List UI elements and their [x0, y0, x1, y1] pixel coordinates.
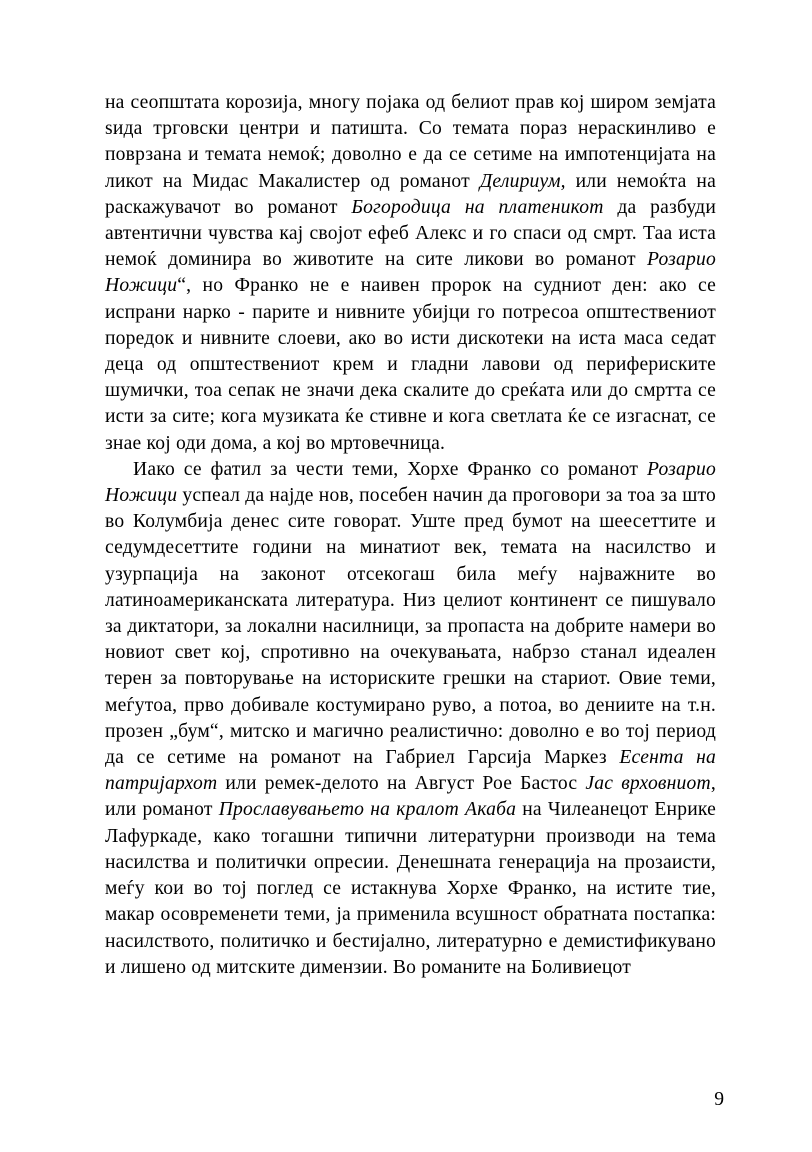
- body-text-run: на сеопштата корозија, многу појака од белиот прав кој широм земјата ѕида трговски центри и патишта. Со темата пораз нераскинливо е поврзана и темата немоќ; доволно е да се сетиме на импотенцијата на ликот на Мидас Макалистер од романот: [105, 92, 716, 192]
- title-italic: Делириум,: [479, 170, 566, 192]
- paragraph-2: [105, 457, 716, 981]
- page-text-body: [105, 90, 716, 981]
- page-number: 9: [714, 1089, 724, 1110]
- body-text-run: , или романот: [105, 773, 716, 821]
- title-italic: Розарио Ножици: [105, 458, 716, 507]
- body-text-run: успеал да најде нов, посебен начин да проговори за тоа за што во Колумбија денес сите говорат. Уште пред бумот на шеесеттите и седумдесеттите години на минатиот век, темата на насилство и узурпација на законот отсекогаш била меѓу најважните во латиноамериканската литература. Низ целиот континент се пишувало за диктатори, за локални насилници, за пропаста на добрите намери во новиот свет кој, спротивно на очекувањата, набрзо станал идеален терен за повторување на историските грешки на стариот. Овие теми, меѓутоа, прво добивале костумирано руво, а потоа, во дениите на т.н. прозен „бум“, митско и магично реалистично: доволно е во тој период да се сетиме на романот на Габриел Гарсија Маркез: [105, 485, 716, 769]
- title-italic: Розарио Ножици: [105, 249, 716, 297]
- body-text-run: на Чилеанецот Енрике Лафуркаде, како тогашни типични литературни производи на тема насилства и политички опресии. Денешната генерација на прозаисти, меѓу кои во тој поглед се истакнува Хорхе Франко, на истите тие, макар осовременети теми, ја применила всушност обратната постапка: насилството, политичко и бестијално, литературно е демистификувано и лишено од митските димензии. Во романите на Боливиецот: [105, 799, 717, 978]
- body-text-run: или немоќта на раскажувачот во романот: [105, 170, 716, 218]
- title-italic: Прославувањето на кралот Акаба: [218, 799, 517, 821]
- body-text-run: или ремек-делото на Август Рое Бастос: [217, 773, 586, 795]
- body-text-run: “, но Франко не е наивен пророк на судниот ден: ако се испрани нарко - парите и нивните убијци го потресоа општествениот поредок и нивните слоеви, ако во исти дискотеки на иста маса седат деца од општествениот крем и гладни лавови од перифериските шумички, тоа сепак не значи дека скалите до среќата или до смртта се исти за сите; кога музиката ќе стивне и кога светлата ќе се изгаснат, се знае кој оди дома, а кој во мртовечница.: [105, 275, 716, 454]
- paragraph-1: [105, 90, 716, 457]
- title-italic: Есента на патријархот: [105, 747, 716, 795]
- body-text-run: да разбуди автентични чувства кај својот ефеб Алекс и го спаси од смрт. Таа иста немоќ доминира во животите на сите ликови во романот: [105, 196, 717, 271]
- title-italic: Јас врховниот: [585, 773, 711, 795]
- title-italic: Богородица на платеникот: [351, 196, 604, 218]
- body-text-run: Иако се фатил за чести теми, Хорхе Франко со романот: [133, 458, 647, 480]
